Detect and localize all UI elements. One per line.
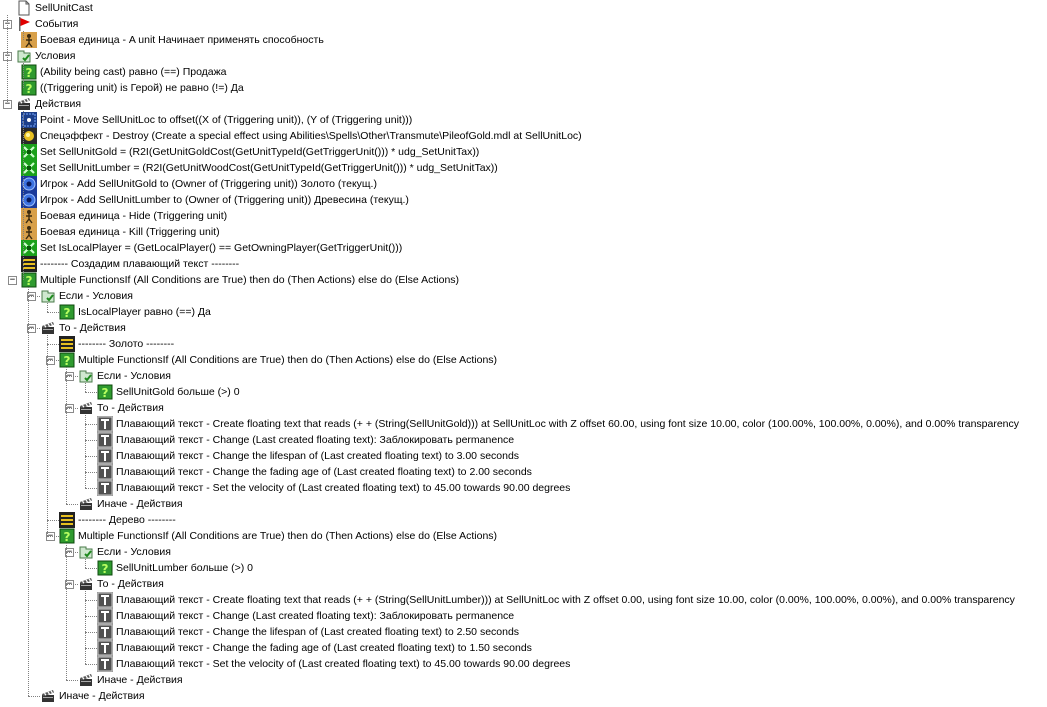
tree-connector	[66, 376, 78, 377]
tree-connector	[47, 303, 48, 312]
tree-node-label: -------- Золото --------	[78, 338, 175, 350]
tree-node-label: Игрок - Add SellUnitLumber to (Owner of (Triggering unit)) Древесина (текущ.)	[40, 194, 409, 206]
tree-connector	[23, 111, 24, 280]
tree-connector	[85, 664, 97, 665]
tree-connector	[28, 287, 29, 696]
tree-connector	[47, 520, 59, 521]
clapper-icon	[78, 400, 94, 416]
tree-node-label: Плавающий текст - Set the velocity of (Last created floating text) to 45.00 towards 90.00 degrees	[116, 658, 571, 670]
tree-node-label: Боевая единица - A unit Начинает применять способность	[40, 34, 324, 46]
floating-text-icon	[97, 432, 113, 448]
tree-connector	[85, 456, 97, 457]
tree-node-label: То - Действия	[97, 402, 164, 414]
floating-text-icon	[97, 464, 113, 480]
tree-connector	[66, 680, 78, 681]
condition-folder-icon	[78, 544, 94, 560]
tree-connector	[47, 335, 48, 536]
svg-text:?: ?	[63, 530, 71, 544]
tree-connector	[85, 600, 97, 601]
tree-node-label: Плавающий текст - Change the fading age of (Last created floating text) to 2.00 seconds	[116, 466, 532, 478]
tree-node-label: Если - Условия	[97, 370, 171, 382]
question-icon	[59, 528, 75, 544]
tree-node-label: Плавающий текст - Change (Last created floating text): Заблокировать permanence	[116, 610, 515, 622]
tree-node-label: Multiple FunctionsIf (All Conditions are True) then do (Then Actions) else do (Else Actions)	[40, 274, 460, 286]
comment-icon	[59, 512, 75, 528]
tree-node-label: IsLocalPlayer равно (==) Да	[78, 306, 211, 318]
tree-node-label: Set SellUnitGold = (R2I(GetUnitGoldCost(GetUnitTypeId(GetTriggerUnit())) * udg_SetUnitTax))	[40, 146, 480, 158]
tree-connector	[85, 472, 97, 473]
collapse-toggle[interactable]: −	[66, 403, 73, 413]
tree-node-label: Point - Move SellUnitLoc to offset((X of (Triggering unit)), (Y of (Triggering unit)))	[40, 114, 413, 126]
floating-text-icon	[97, 480, 113, 496]
tree-node-label: Плавающий текст - Create floating text that reads (+ + (String(SellUnitLumber))) at SellUnitLoc with Z offset 0.00, using font size 10.00, color (0.00%, 100.00%, 0.00%), and 0.00% transparency	[116, 594, 1015, 606]
tree-connector	[66, 552, 78, 553]
tree-node-label: SellUnitGold больше (>) 0	[116, 386, 240, 398]
collapse-toggle[interactable]: −	[28, 291, 35, 301]
tree-node-label: -------- Создадим плавающий текст --------	[40, 258, 240, 270]
tree-node-label: Боевая единица - Kill (Triggering unit)	[40, 226, 220, 238]
tree-node-label: Плавающий текст - Change the lifespan of (Last created floating text) to 2.50 seconds	[116, 626, 520, 638]
tree-connector	[28, 328, 40, 329]
tree-node-label: Плавающий текст - Change the lifespan of (Last created floating text) to 3.00 seconds	[116, 450, 520, 462]
tree-node-label: (Ability being cast) равно (==) Продажа	[40, 66, 227, 78]
tree-connector	[47, 312, 59, 313]
tree-connector	[23, 63, 24, 88]
tree-node-label: Set SellUnitLumber = (R2I(GetUnitWoodCost(GetUnitTypeId(GetTriggerUnit())) * udg_SetUnitTax))	[40, 162, 498, 174]
question-icon	[59, 304, 75, 320]
tree-node-label: Плавающий текст - Create floating text that reads (+ + (String(SellUnitGold))) at SellUnitLoc with Z offset 60.00, using font size 10.00, color (100.00%, 100.00%, 0.00%), and 0.00% transparency	[116, 418, 1020, 430]
svg-text:?: ?	[25, 274, 33, 288]
tree-connector	[47, 360, 59, 361]
tree-node-label: Если - Условия	[59, 290, 133, 302]
tree-connector	[66, 504, 78, 505]
tree-connector	[85, 488, 97, 489]
question-icon	[59, 352, 75, 368]
tree-connector	[85, 616, 97, 617]
question-icon	[97, 384, 113, 400]
clapper-icon	[78, 576, 94, 592]
floating-text-icon	[97, 624, 113, 640]
collapse-toggle[interactable]: −	[4, 51, 11, 61]
collapse-toggle[interactable]: −	[47, 531, 54, 541]
floating-text-icon	[97, 448, 113, 464]
clapper-icon	[40, 320, 56, 336]
svg-text:?: ?	[25, 66, 33, 80]
floating-text-icon	[97, 608, 113, 624]
condition-folder-icon	[16, 48, 32, 64]
collapse-toggle[interactable]: −	[66, 579, 73, 589]
tree-node-label: Иначе - Действия	[97, 674, 183, 686]
tree-connector	[85, 415, 86, 488]
tree-node-label: Multiple FunctionsIf (All Conditions are True) then do (Then Actions) else do (Else Actions)	[78, 530, 498, 542]
collapse-toggle[interactable]: −	[4, 99, 11, 109]
tree-node-label: События	[35, 18, 79, 30]
tree-node-label: Иначе - Действия	[59, 690, 145, 702]
question-icon	[97, 560, 113, 576]
tree-node-label: Действия	[35, 98, 82, 110]
tree-connector	[85, 648, 97, 649]
tree-connector	[66, 367, 67, 504]
tree-connector	[66, 584, 78, 585]
svg-text:?: ?	[101, 562, 109, 576]
floating-text-icon	[97, 656, 113, 672]
tree-connector	[85, 568, 97, 569]
tree-node-label: Спецэффект - Destroy (Create a special effect using Abilities\Spells\Other\Transmute\PileofGold.mdl at SellUnitLoc)	[40, 130, 582, 142]
tree-node-label: Multiple FunctionsIf (All Conditions are True) then do (Then Actions) else do (Else Actions)	[78, 354, 498, 366]
collapse-toggle[interactable]: −	[66, 371, 73, 381]
condition-folder-icon	[78, 368, 94, 384]
svg-text:?: ?	[101, 386, 109, 400]
clapper-icon	[78, 672, 94, 688]
collapse-toggle[interactable]: −	[28, 323, 35, 333]
tree-connector	[7, 15, 8, 104]
collapse-toggle[interactable]: −	[4, 19, 11, 29]
svg-text:?: ?	[25, 82, 33, 96]
tree-node-label: -------- Дерево --------	[78, 514, 176, 526]
tree-connector	[85, 424, 97, 425]
tree-connector	[66, 543, 67, 680]
tree-node-label: SellUnitCast	[35, 2, 93, 14]
tree-node-label: Иначе - Действия	[97, 498, 183, 510]
floating-text-icon	[97, 592, 113, 608]
tree-connector	[66, 408, 78, 409]
tree-connector	[85, 559, 86, 568]
clapper-icon	[78, 496, 94, 512]
floating-text-icon	[97, 640, 113, 656]
svg-text:?: ?	[63, 306, 71, 320]
clapper-icon	[40, 688, 56, 704]
tree-node-label: Плавающий текст - Set the velocity of (Last created floating text) to 45.00 towards 90.00 degrees	[116, 482, 571, 494]
tree-connector	[47, 344, 59, 345]
comment-icon	[59, 336, 75, 352]
collapse-toggle[interactable]: −	[66, 547, 73, 557]
tree-connector	[23, 31, 24, 40]
svg-text:?: ?	[63, 354, 71, 368]
tree-connector	[85, 440, 97, 441]
tree-connector	[47, 536, 59, 537]
tree-node-label: ((Triggering unit) is Герой) не равно (!=) Да	[40, 82, 244, 94]
tree-connector	[85, 383, 86, 392]
tree-connector	[85, 392, 97, 393]
tree-connector	[28, 696, 40, 697]
tree-node-label: То - Действия	[97, 578, 164, 590]
tree-connector	[85, 632, 97, 633]
tree-connector	[85, 591, 86, 664]
tree-node-label: SellUnitLumber больше (>) 0	[116, 562, 253, 574]
clapper-icon	[16, 96, 32, 112]
collapse-toggle[interactable]: −	[9, 275, 16, 285]
tree-node-label: Игрок - Add SellUnitGold to (Owner of (Triggering unit)) Золото (текущ.)	[40, 178, 377, 190]
tree-node-label: Set IsLocalPlayer = (GetLocalPlayer() == GetOwningPlayer(GetTriggerUnit()))	[40, 242, 403, 254]
tree-node-label: Если - Условия	[97, 546, 171, 558]
tree-node-label: Условия	[35, 50, 76, 62]
condition-folder-icon	[40, 288, 56, 304]
tree-node-label: То - Действия	[59, 322, 126, 334]
tree-node-label: Плавающий текст - Change the fading age of (Last created floating text) to 1.50 seconds	[116, 642, 532, 654]
document-icon	[16, 0, 32, 16]
tree-connector	[28, 296, 40, 297]
red-flag-icon	[16, 16, 32, 32]
tree-node-label: Боевая единица - Hide (Triggering unit)	[40, 210, 228, 222]
collapse-toggle[interactable]: −	[47, 355, 54, 365]
floating-text-icon	[97, 416, 113, 432]
tree-node-label: Плавающий текст - Change (Last created floating text): Заблокировать permanence	[116, 434, 515, 446]
